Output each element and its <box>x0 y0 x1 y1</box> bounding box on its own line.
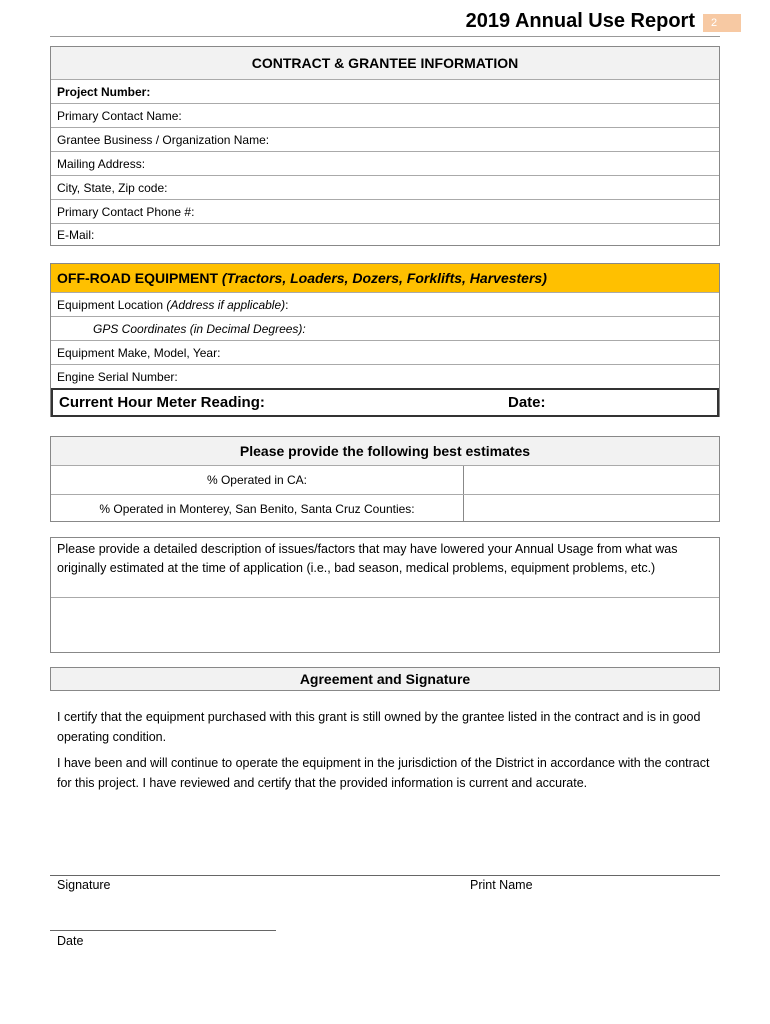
issues-prompt: Please provide a detailed description of issues/factors that may have lowered your Annual Usage from what was originally estimated at the time of application (i.e., bad season, medical problems, equipment problems, etc.) <box>57 542 678 575</box>
equipment-location-colon: : <box>285 297 289 312</box>
agreement-paragraph-1: I certify that the equipment purchased with this grant is still owned by the grantee listed in the contract and is in good operating condition. <box>57 710 701 744</box>
issues-response-area[interactable] <box>51 597 719 652</box>
equipment-heading-examples: (Tractors, Loaders, Dozers, Forklifts, Harvesters) <box>221 270 547 286</box>
print-name-label: Print Name <box>470 878 533 892</box>
estimates-heading: Please provide the following best estimates <box>51 437 719 465</box>
field-gps-coordinates[interactable]: GPS Coordinates (in Decimal Degrees): <box>51 316 719 340</box>
field-equipment-location[interactable] <box>51 292 719 316</box>
estimate-ca-row <box>51 465 719 494</box>
field-equipment-make[interactable]: Equipment Make, Model, Year: <box>51 340 719 364</box>
agreement-heading: Agreement and Signature <box>299 671 471 687</box>
agreement-heading-box <box>50 667 720 691</box>
field-project-number[interactable]: Project Number: <box>51 79 719 103</box>
field-city-state-zip[interactable]: City, State, Zip code: <box>51 175 719 199</box>
contract-heading: CONTRACT & GRANTEE INFORMATION <box>51 47 719 79</box>
field-email[interactable]: E-Mail: <box>51 223 719 245</box>
field-hour-meter-reading[interactable]: Current Hour Meter Reading: <box>59 394 265 411</box>
header-rule <box>50 36 720 37</box>
date-line[interactable] <box>50 930 276 931</box>
meter-reading-row <box>51 388 719 417</box>
signature-line[interactable] <box>50 875 720 876</box>
estimate-ca-input[interactable] <box>463 466 719 494</box>
date-label: Date <box>57 934 84 948</box>
estimate-counties-input[interactable] <box>463 495 719 522</box>
signature-label: Signature <box>57 878 111 892</box>
equipment-table <box>50 263 720 417</box>
issues-box <box>50 537 720 653</box>
estimate-counties-label: % Operated in Monterey, San Benito, Santa Cruz Counties: <box>99 501 415 516</box>
equipment-location-hint: (Address if applicable) <box>166 297 286 312</box>
equipment-heading-main: OFF-ROAD EQUIPMENT <box>57 270 222 286</box>
field-contact-phone[interactable]: Primary Contact Phone #: <box>51 199 719 223</box>
contract-table <box>50 46 720 246</box>
field-primary-contact-name[interactable]: Primary Contact Name: <box>51 103 719 127</box>
estimate-counties-row <box>51 494 719 522</box>
estimate-ca-label: % Operated in CA: <box>206 473 308 487</box>
estimates-table <box>50 436 720 522</box>
agreement-paragraph-2: I have been and will continue to operate the equipment in the jurisdiction of the District in accordance with the contract for this project. I have reviewed and certify that the provided information is current and accurate. <box>57 756 710 790</box>
page-number-badge: 2 <box>703 14 741 32</box>
field-mailing-address[interactable]: Mailing Address: <box>51 151 719 175</box>
field-engine-serial[interactable]: Engine Serial Number: <box>51 364 719 388</box>
field-meter-date[interactable]: Date: <box>508 394 546 411</box>
report-title: 2019 Annual Use Report <box>465 10 695 32</box>
field-organization-name[interactable]: Grantee Business / Organization Name: <box>51 127 719 151</box>
equipment-heading <box>51 264 719 292</box>
equipment-location-label: Equipment Location <box>57 297 167 312</box>
